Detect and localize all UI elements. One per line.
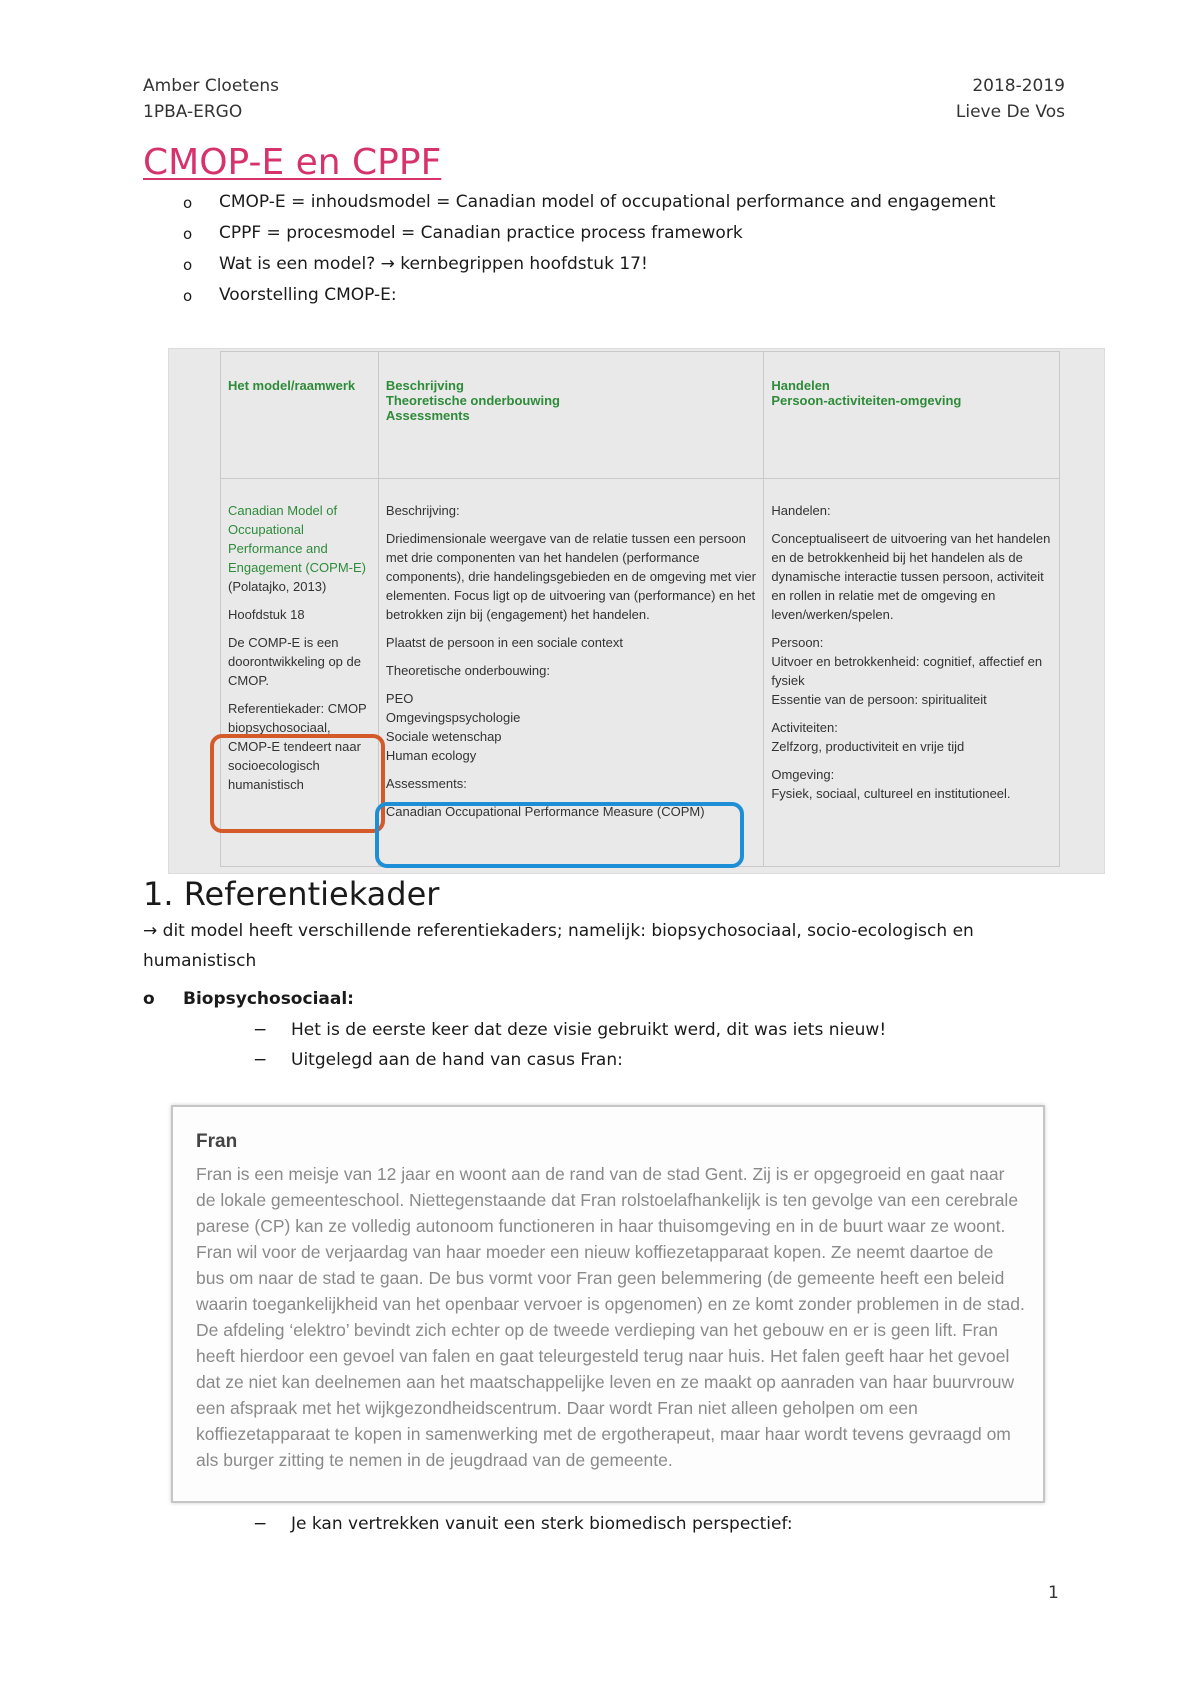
list-item xyxy=(183,285,1083,316)
sub-marker: o xyxy=(143,989,155,1009)
header-model: Het model/raamwerk xyxy=(221,352,379,479)
subheading-biopsychosocial xyxy=(143,989,354,1009)
model-author: (Polatajko, 2013) xyxy=(228,579,327,594)
activities-text: Zelfzorg, productiviteit en vrije tijd xyxy=(771,739,965,754)
header-line: Persoon-activiteiten-omgeving xyxy=(771,393,962,408)
cell-performance xyxy=(764,479,1060,867)
dash-marker: − xyxy=(253,1050,268,1070)
bullet-marker: o xyxy=(183,194,193,212)
page-number: 1 xyxy=(1048,1583,1059,1603)
assessments-label: Assessments: xyxy=(385,776,467,791)
course-code: 1PBA-ERGO xyxy=(143,102,243,122)
section-heading: 1. Referentiekader xyxy=(143,875,440,913)
subheading-text: Biopsychosociaal: xyxy=(183,989,354,1009)
bullet-marker: o xyxy=(183,225,193,243)
header-line: Theoretische onderbouwing xyxy=(385,393,560,408)
header-line: Handelen xyxy=(771,378,830,393)
point-text: Uitgelegd aan de hand van casus Fran: xyxy=(291,1050,623,1070)
performance-text: Conceptualiseert de uitvoering van het handelen en de betrokkenheid bij het handelen als de dynamische interactie tussen persoon, activiteit en rollen in relatie met de omgeving en leven/werken/spelen. xyxy=(771,531,1051,622)
section-intro: → dit model heeft verschillende referentiekaders; namelijk: biopsychosociaal, socio-ecologisch en humanistisch xyxy=(143,921,974,971)
page-title: CMOP-E en CPPF xyxy=(143,142,442,183)
list-item xyxy=(253,1050,623,1070)
point-text: Het is de eerste keer dat deze visie gebruikt werd, dit was iets nieuw! xyxy=(291,1020,887,1040)
bullet-marker: o xyxy=(183,256,193,274)
point-text: Je kan vertrekken vanuit een sterk biomedisch perspectief: xyxy=(291,1514,793,1534)
bullet-text: CMOP-E = inhoudsmodel = Canadian model of occupational performance and engagement xyxy=(219,192,996,212)
case-text: Fran is een meisje van 12 jaar en woont aan de rand van de stad Gent. Zij is er opgegroeid en gaat naar de lokale gemeenteschool. Niettegenstaande dat Fran rolstoelafhankelijk is ten gevolge van een cerebrale parese (CP) kan ze volledig autonoom functioneren in haar thuisomgeving en in de buurt waar ze woont. Fran wil voor de verjaardag van haar moeder een nieuw koffiezetapparaat kopen. Ze neemt daartoe de bus om naar de stad te gaan. De bus vormt voor Fran geen belemmering (de gemeente heeft een beleid waarin toegankelijkheid van het openbaar vervoer is opgenomen) en ze komt zonder problemen in de stad. De afdeling ‘elektro’ bevindt zich echter op de tweede verdieping van het gebouw en er is geen lift. Fran heeft hierdoor een gevoel van falen en gaat teleurgesteld terug naar huis. Het falen geeft haar het gevoel dat ze niet kan deelnemen aan het maatschappelijke leven en ze maakt op aanraden van haar buurvrouw een afspraak met het wijkgezondheidscentrum. Daar wordt Fran niet alleen geholpen om een koffiezetapparaat te kopen in samenwerking met de ergotherapeut, maar haar wordt tevens gevraagd om als burger zitting te nemen in de jeugdraad van de gemeente. xyxy=(196,1164,1025,1470)
header-line: Assessments xyxy=(385,408,470,423)
assessments-text: Canadian Occupational Performance Measure (COPM) xyxy=(385,804,705,819)
context-text: Plaatst de persoon in een sociale context xyxy=(385,635,623,650)
list-item xyxy=(183,192,1083,223)
list-item xyxy=(183,223,1083,254)
person-item: Essentie van de persoon: spiritualiteit xyxy=(771,692,987,707)
bullet-text: Wat is een model? → kernbegrippen hoofdstuk 17! xyxy=(219,254,648,274)
highlight-box-reference-frame xyxy=(210,734,385,833)
dash-marker: − xyxy=(253,1020,268,1040)
model-note: De COMP-E is een doorontwikkeling op de CMOP. xyxy=(228,635,361,688)
person-item: Uitvoer en betrokkenheid: cognitief, affectief en fysiek xyxy=(771,654,1043,688)
cmop-e-table-image xyxy=(168,348,1105,874)
person-label: Persoon: xyxy=(771,635,824,650)
list-item xyxy=(253,1514,793,1534)
theory-item: Omgevingspsychologie xyxy=(385,710,521,725)
header-description xyxy=(378,352,763,479)
performance-label: Handelen: xyxy=(771,503,831,518)
list-item xyxy=(253,1020,886,1040)
table-header-row xyxy=(221,352,1060,479)
model-name: Canadian Model of Occupational Performance and Engagement (COPM-E) xyxy=(228,503,366,575)
bullet-text: Voorstelling CMOP-E: xyxy=(219,285,397,305)
theory-item: PEO xyxy=(385,691,414,706)
model-reference-frame: Referentiekader: CMOP biopsychosociaal, CMOP-E tendeert naar socioecologisch humanistisch xyxy=(228,701,367,792)
bullet-marker: o xyxy=(183,287,193,305)
list-item xyxy=(183,254,1083,285)
model-chapter: Hoofdstuk 18 xyxy=(228,607,305,622)
teacher-name: Lieve De Vos xyxy=(955,102,1065,122)
bullet-text: CPPF = procesmodel = Canadian practice process framework xyxy=(219,223,743,243)
case-name: Fran xyxy=(196,1131,238,1152)
highlight-box-assessments xyxy=(375,802,744,868)
theory-item: Human ecology xyxy=(385,748,477,763)
description-text: Driedimensionale weergave van de relatie tussen een persoon met drie componenten van het handelen (performance components), drie handelingsgebieden en de omgeving met vier elementen. Focus ligt op de uitvoering van (performance) en het betrokken zijn bij (engagement) het handelen. xyxy=(385,531,756,622)
header-line: Beschrijving xyxy=(385,378,464,393)
theory-item: Sociale wetenschap xyxy=(385,729,502,744)
theory-label: Theoretische onderbouwing: xyxy=(385,663,550,678)
activities-label: Activiteiten: xyxy=(771,720,838,735)
environment-label: Omgeving: xyxy=(771,767,835,782)
case-fran-image xyxy=(171,1105,1045,1503)
environment-text: Fysiek, sociaal, cultureel en institutioneel. xyxy=(771,786,1011,801)
description-label: Beschrijving: xyxy=(385,503,460,518)
intro-bullet-list xyxy=(183,192,1083,316)
dash-marker: − xyxy=(253,1514,268,1534)
header-performance xyxy=(764,352,1060,479)
author-name: Amber Cloetens xyxy=(143,76,280,96)
academic-year: 2018-2019 xyxy=(972,76,1065,96)
